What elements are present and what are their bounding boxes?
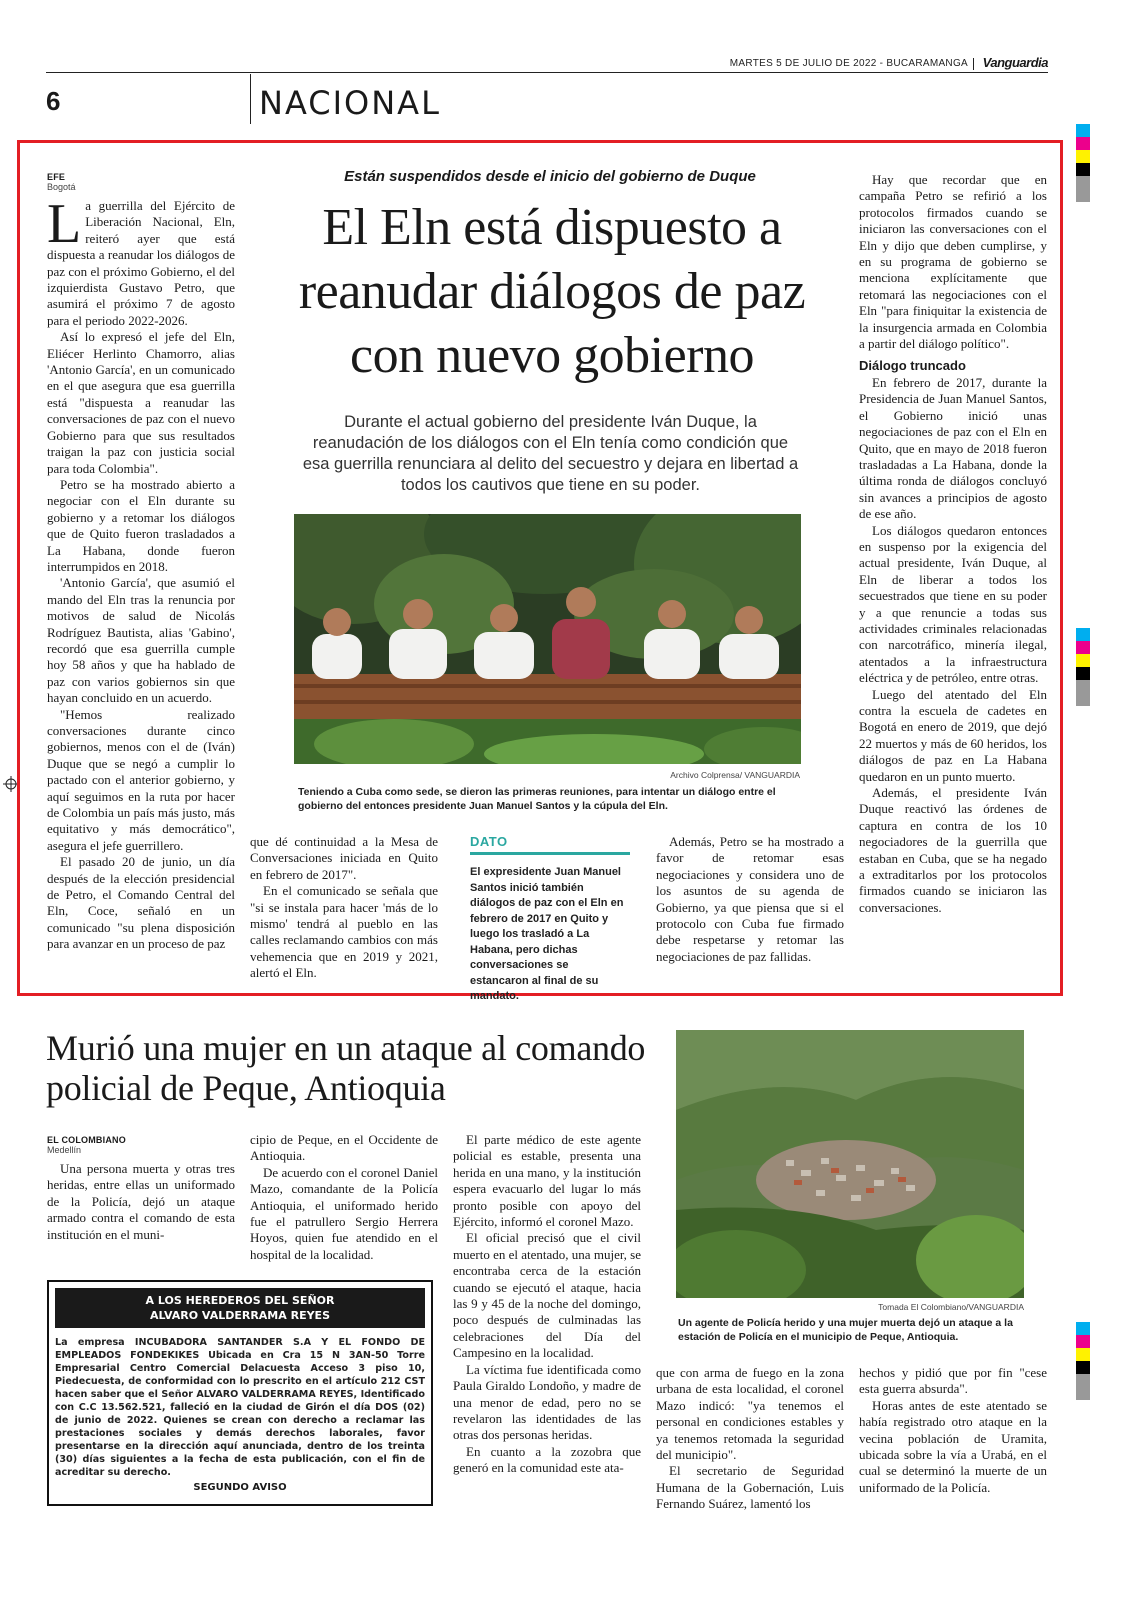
dateline: MARTES 5 DE JULIO DE 2022 - BUCARAMANGA (729, 58, 968, 69)
paragraph: Una persona muerta y otras tres heridas, entre ellas un uniformado de la Policía, dejó un ataque armado contra el comando de esta institución en el muni- (47, 1161, 235, 1242)
article-eln-kicker: Están suspendidos desde el inicio del gobierno de Duque (344, 168, 756, 185)
page-header (46, 52, 1048, 132)
legal-notice-body: La empresa INCUBADORA SANTANDER S.A Y EL FONDO DE EMPLEADOS FONDEKIKES Ubicada en Cra 15 N 3AN-50 Torre Empresarial Centro Comercial Delacuesta Acceso 3 piso 10, Piedecuesta, de conformidad con lo prescrito en el artículo 212 CST hacen saber que el Señor ALVARO VALDERRAMA REYES, Identificado con C.C 13.562.521, falleció en la ciudad de Girón el día DOS (02) de junio de 2022. Quienes se crean con derecho a reclamar las prestaciones sociales y demás derechos laborales, favor presentarse en la dirección aquí anunciada, dentro de los treinta (30) días siguientes a la fecha de esta publicación, con el fin de acreditar su derecho. (55, 1337, 425, 1478)
black-swatch (1076, 1361, 1090, 1374)
magenta-swatch (1076, 137, 1090, 150)
legal-notice-title (55, 1288, 425, 1328)
peque-photo-caption: Un agente de Policía herido y una mujer muerta dejó un ataque a la estación de Policía en el municipio de Peque, Antioquia. (678, 1317, 1013, 1343)
paragraph: En cuanto a la zozobra que generó en la comunidad este ata- (453, 1443, 641, 1476)
byline-city: Bogotá (47, 182, 76, 192)
dateline-separator (973, 58, 974, 70)
byline-agency: EFE (47, 172, 66, 182)
paragraph: que dé continuidad a la Mesa de Conversaciones iniciada en Quito en febrero de 2017". (250, 834, 438, 882)
dato-text: El expresidente Juan Manuel Santos inició también diálogos de paz con el Eln en febrero de 2017 en Quito y luego los trasladó a La Habana, pero dichas conversaciones se estancaron al final de su mandato. (470, 866, 624, 1002)
article-peque-headline: Murió una mujer en un ataque al comando policial de Peque, Antioquia (46, 1028, 646, 1108)
legal-notice-footer: SEGUNDO AVISO (193, 1482, 287, 1493)
dato-box (470, 834, 630, 1005)
page-number: 6 (46, 86, 61, 116)
eln-photo-credit: Archivo Colprensa/ VANGUARDIA (670, 770, 800, 780)
header-top-rule (46, 72, 1048, 73)
paragraph: cipio de Peque, en el Occidente de Antioquia. (250, 1132, 438, 1164)
legal-notice-title-line1: A LOS HEREDEROS DEL SEÑOR (145, 1294, 335, 1307)
magenta-swatch (1076, 1335, 1090, 1348)
section-title: NACIONAL (259, 84, 441, 122)
grey-swatch (1076, 176, 1090, 202)
paragraph: El oficial precisó que el civil muerto en el atentado, una mujer, se encontraba cerca de la estación cuando se ejecutó el ataque, hacia las 9 y 45 de la noche del domingo, poco después de culminadas las celebraciones del Día del Campesino en la localidad. (453, 1230, 641, 1361)
yellow-swatch (1076, 150, 1090, 163)
lead-text: a guerrilla del Ejército de Liberación Nacional, Eln, reiteró ayer que está dispuesta a reanudar los diálogos de paz con el próximo Gobierno, el del izquierdista Gustavo Petro, que asumirá el próximo 7 de agosto para el periodo 2022-2026. (47, 198, 235, 328)
article-eln-col2 (250, 834, 438, 982)
paragraph: que con arma de fuego en la zona urbana de esta localidad, el coronel Mazo indicó: "ya tenemos el personal en condiciones estables y ya tenemos retomada la seguridad del municipio". (656, 1365, 844, 1463)
eln-photo-illustration (294, 514, 801, 764)
peque-town-photo (676, 1030, 1024, 1298)
article-eln-col5 (859, 172, 1047, 916)
drop-cap: L (47, 193, 82, 255)
article-eln-col1 (47, 172, 235, 953)
grey-swatch (1076, 680, 1090, 706)
article-peque-col5 (859, 1365, 1047, 1496)
eln-delegation-photo (294, 514, 801, 764)
paragraph: Los diálogos quedaron entonces en suspenso por la exigencia del actual presidente, Iván Duque, al Eln de liberar a todos los secuestrados que tiene en su poder y a que renuncie a todas sus actividades criminales relacionadas con narcotráfico, minería ilegal, atentados a la infraestructura eléctrica y de petróleo, entre otras. (859, 522, 1047, 686)
paragraph: La víctima fue identificada como Paula Giraldo Londoño, y madre de una menor de edad, pero no se revelaron las identidades de las otras dos personas heridas. (453, 1361, 641, 1443)
paragraph: En febrero de 2017, durante la Presidencia de Juan Manuel Santos, el Gobierno inició unas negociaciones de paz con el Eln en Quito, que en mayo de 2018 fueron trasladadas a La Habana, donde la última ronda de diálogos concluyó sin avances a principios de agosto de ese año. (859, 374, 1047, 522)
paragraph: Así lo expresó el jefe del Eln, Eliécer Herlinto Chamorro, alias 'Antonio García', en un comunicado en el que asegura que esa guerrilla está "dispuesta a reanudar las conversaciones de paz con el nuevo Gobierno para que sus resultados traigan la paz con justicia social para toda Colombia". (47, 329, 235, 476)
eln-photo-caption: Teniendo a Cuba como sede, se dieron las primeras reuniones, para intentar un diálogo entre el gobierno del entonces presidente Juan Manuel Santos y la cúpula del Eln. (298, 786, 776, 812)
yellow-swatch (1076, 1348, 1090, 1361)
article-peque-col4 (656, 1365, 844, 1513)
byline-city: Medellín (47, 1145, 82, 1155)
paragraph: Horas antes de este atentado se había registrado otro ataque en la vecina población de Uramita, ubicada sobre la vía a Urabá, en el cual se determinó la muerte de un uniformado de la Policía. (859, 1397, 1047, 1495)
legal-notice-box (47, 1280, 433, 1506)
lead-paragraph (47, 193, 235, 329)
paragraph: Petro se ha mostrado abierto a negociar con el Eln durante su gobierno y a retomar los diálogos que de Quito fueron trasladados a La Habana, donde fueron interrumpidos en 2018. (47, 476, 235, 574)
peque-photo-credit: Tomada El Colombiano/VANGUARDIA (878, 1302, 1024, 1312)
paragraph: De acuerdo con el coronel Daniel Mazo, comandante de la Policía Antioquia, el uniformado herido fue el patrullero Sergio Herrera Hoyos, quien fue atendido en el hospital de la localidad. (250, 1164, 438, 1262)
black-swatch (1076, 163, 1090, 176)
peque-photo-illustration (676, 1030, 1024, 1298)
article-peque-col1-body (47, 1161, 235, 1243)
magenta-swatch (1076, 641, 1090, 654)
paragraph: Luego del atentado del Eln contra la escuela de cadetes en Bogotá en enero de 2019, que dejó 22 muertos y más de 60 heridos, los diálogos de paz en La Habana quedaron en un punto muerto. (859, 686, 1047, 784)
black-swatch (1076, 667, 1090, 680)
paragraph: En el comunicado se señala que "si se instala para hacer 'más de lo mismo' tendrá al pueblo en las calles reclamando cambios con más vehemencia que en 2019 y 2021, alertó el Eln. (250, 883, 438, 981)
article-peque-col3 (453, 1132, 641, 1477)
subhead-dialogo-truncado: Diálogo truncado (859, 358, 966, 374)
color-bar-middle (1076, 628, 1090, 706)
cyan-swatch (1076, 124, 1090, 137)
article-eln-headline: El Eln está dispuesto a reanudar diálogos de paz con nuevo gobierno (298, 199, 806, 384)
color-bar-top (1076, 124, 1090, 202)
dato-label: DATO (470, 834, 508, 849)
legal-notice-title-line2: ALVARO VALDERRAMA REYES (149, 1309, 330, 1322)
article-eln-col4 (656, 834, 844, 965)
grey-swatch (1076, 1374, 1090, 1400)
paragraph: 'Antonio García', que asumió el mando del Eln tras la renuncia por motivos de salud de Nicolás Rodríguez Bautista, alias 'Gabino', recordó que esa guerrilla cumple hoy 58 años y que ha hablado de paz con varios gobiernos sin que hayan concluido en un acuerdo. (47, 575, 235, 706)
section-divider (250, 74, 251, 124)
article-peque-col1 (47, 1135, 235, 1243)
brand-logo: Vanguardia (982, 55, 1048, 70)
paragraph: Además, el presidente Iván Duque reactivó las órdenes de captura en contra de los 10 negociadores de la guerrilla que estaban en Cuba, que se ha negado a extraditarlos por los protocolos firmados cuando se iniciaron las conversaciones. (859, 785, 1047, 915)
yellow-swatch (1076, 654, 1090, 667)
paragraph: Además, Petro se ha mostrado a favor de retomar esas negociaciones y considera uno de los asuntos de su agenda de Gobierno, ya que piensa que si el protocolo con Cuba fue firmado debe respetarse y retomar las negociaciones de paz fallidas. (656, 834, 844, 964)
color-bar-bottom (1076, 1322, 1090, 1400)
paragraph: El parte médico de este agente policial es estable, presenta una herida en una mano, y la institución espera evacuarlo del lugar lo más pronto posible con apoyo del Ejército, informó el coronel Mazo. (453, 1132, 641, 1230)
byline-agency: EL COLOMBIANO (47, 1135, 126, 1145)
cyan-swatch (1076, 628, 1090, 641)
paragraph: El secretario de Seguridad Humana de la Gobernación, Luis Fernando Suárez, lamentó los (656, 1463, 844, 1512)
article-eln-col1-body (47, 193, 235, 953)
paragraph: "Hemos realizado conversaciones durante cinco gobiernos, menos con el de (Iván) Duque que se negó a cumplir lo pactado con el anterior gobierno, y aquí seguimos en la ruta por hacer de Colombia un país más justo, más equitativo y más democrático", asegura el jefe guerrillero. (47, 706, 235, 853)
article-peque-col2 (250, 1132, 438, 1263)
paragraph: Hay que recordar que en campaña Petro se refirió a los protocolos firmados cuando se iniciaron las conversaciones con el Eln y dijo que deben cumplirse, y en su programa de gobierno se menciona explícitamente que retomará las negociaciones con el Eln "para finiquitar la existencia de la insurgencia armada en Colombia a partir del diálogo político". (859, 172, 1047, 352)
paragraph: El pasado 20 de junio, un día después de la elección presidencial de Petro, el Comando Central del Eln, Coce, señaló en un comunicado "su plena disposición para avanzar en un proceso de paz (47, 854, 235, 952)
dato-rule (470, 852, 630, 855)
paragraph: hechos y pidió que por fin "cese esta guerra absurda". (859, 1365, 1047, 1397)
cyan-swatch (1076, 1322, 1090, 1335)
article-eln-deck: Durante el actual gobierno del presidente Iván Duque, la reanudación de los diálogos con el Eln tenía como condición que esa guerrilla renunciara al delito del secuestro y dejara en libertad a todos los cautivos que tiene en su poder. (302, 413, 799, 494)
